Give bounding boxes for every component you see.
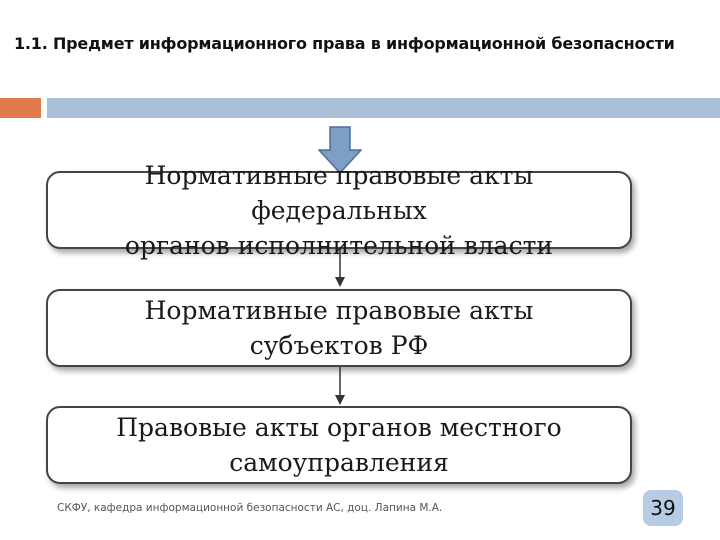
hierarchy-box-regional-subjects	[46, 289, 632, 367]
box-text-line: органов исполнительной власти	[124, 230, 554, 260]
box-text-line: самоуправления	[229, 448, 449, 477]
footer-credit: СКФУ, кафедра информационной безопасности АС, доц. Лапина М.А.	[57, 502, 443, 514]
accent-bar-blue	[47, 98, 720, 118]
slide-title: 1.1. Предмет информационного права в информационной безопасности	[14, 34, 675, 53]
accent-bar-orange	[0, 98, 41, 118]
hierarchy-box-local-self-government	[46, 406, 632, 484]
box-text-line: Правовые акты органов местного	[116, 413, 562, 442]
hierarchy-box-federal-executive	[46, 160, 632, 260]
connector-arrow-icon	[333, 367, 347, 407]
connector-arrow-icon	[333, 249, 347, 289]
box-text-line: Нормативные правовые акты	[144, 296, 534, 325]
box-text-line: Нормативные правовые акты федеральных	[144, 160, 534, 225]
box-text-line: субъектов РФ	[249, 331, 429, 360]
page-number-badge: 39	[643, 490, 683, 526]
